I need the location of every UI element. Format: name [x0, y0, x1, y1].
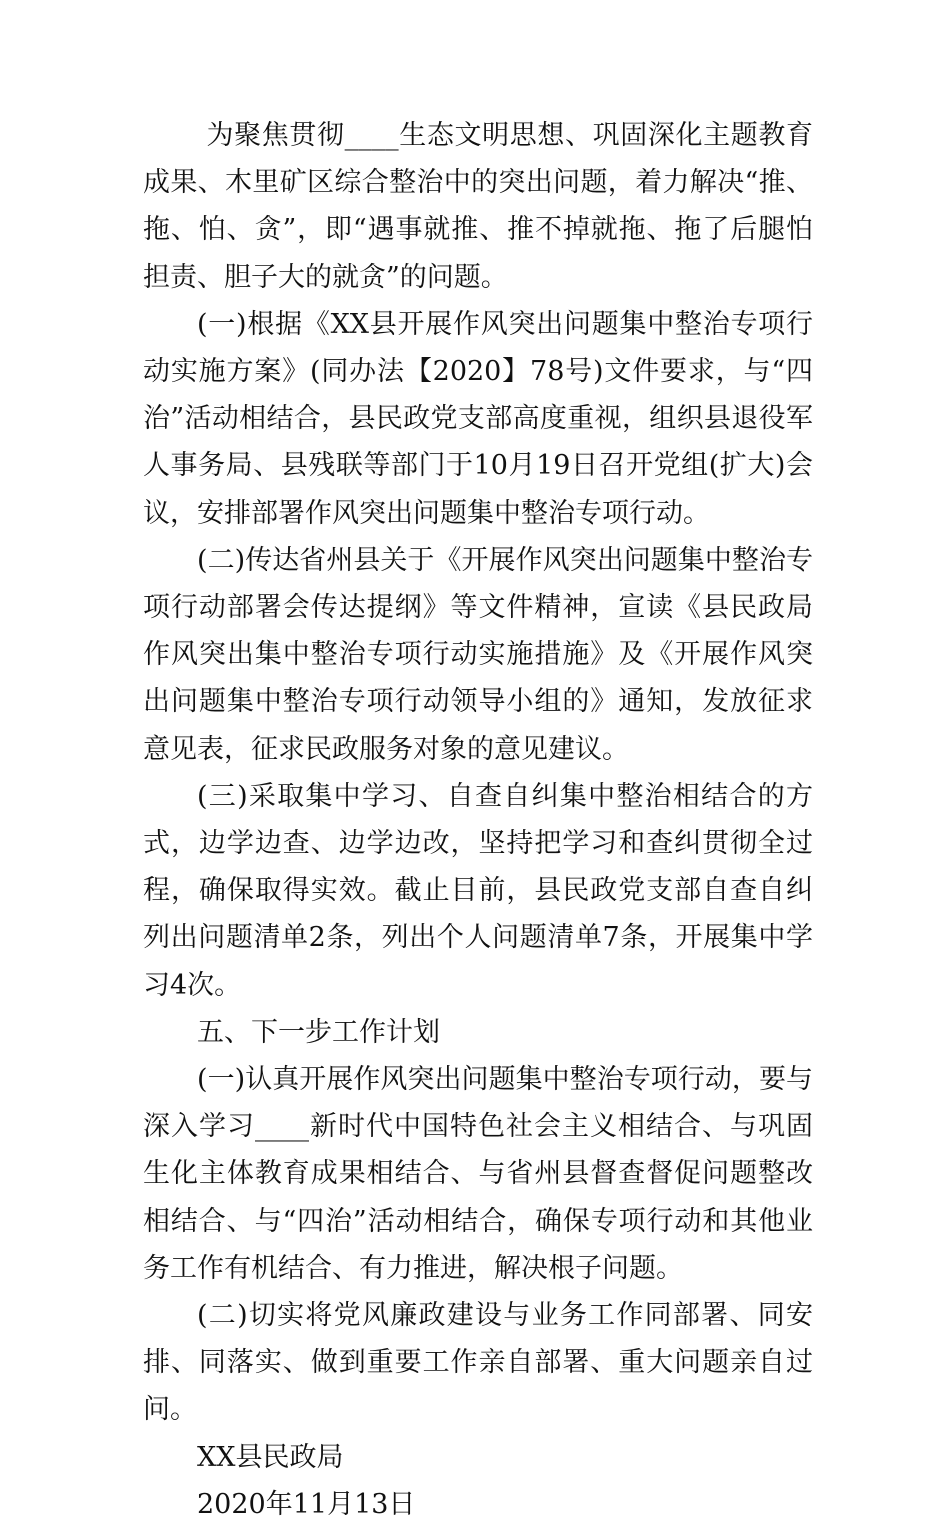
signature-date: 2020年11月13日: [197, 1488, 416, 1520]
signature-org: XX县民政局: [197, 1441, 344, 1473]
plan-paragraph-2: (二)切实将党风廉政建设与业务工作同部署、同安排、同落实、做到重要工作亲自部署、重大问题亲自过问。: [143, 1300, 813, 1426]
section-heading: 五、下一步工作计划: [197, 1016, 440, 1048]
item-paragraph-2: (二)传达省州县关于《开展作风突出问题集中整治专项行动部署会传达提纲》等文件精神，宣读《县民政局作风突出集中整治专项行动实施措施》及《开展作风突出问题集中整治专项行动领导小组的》通知，发放征求意见表，征求民政服务对象的意见建议。: [143, 544, 813, 765]
item-paragraph-1: (一)根据《XX县开展作风突出问题集中整治专项行动实施方案》(同办法【2020】78号)文件要求，与“四治”活动相结合，县民政党支部高度重视，组织县退役军人事务局、县残联等部门于10月19日召开党组(扩大)会议，安排部署作风突出问题集中整治专项行动。: [143, 308, 813, 529]
item-paragraph-3: (三)采取集中学习、自查自纠集中整治相结合的方式，边学边查、边学边改，坚持把学习和查纠贯彻全过程，确保取得实效。截止目前，县民政党支部自查自纠列出问题清单2条，列出个人问题清单7条，开展集中学习4次。: [143, 780, 813, 1001]
intro-paragraph: 为聚焦贯彻____生态文明思想、巩固深化主题教育成果、木里矿区综合整治中的突出问题，着力解决“推、拖、怕、贪”，即“遇事就推、推不掉就拖、拖了后腿怕担责、胆子大的就贪”的问题。: [143, 120, 813, 293]
plan-paragraph-1: (一)认真开展作风突出问题集中整治专项行动，要与深入学习____新时代中国特色社会主义相结合、与巩固生化主体教育成果相结合、与省州县督查督促问题整改相结合、与“四治”活动相结合，确保专项行动和其他业务工作有机结合、有力推进，解决根子问题。: [143, 1064, 813, 1284]
document-body: [143, 112, 813, 1528]
